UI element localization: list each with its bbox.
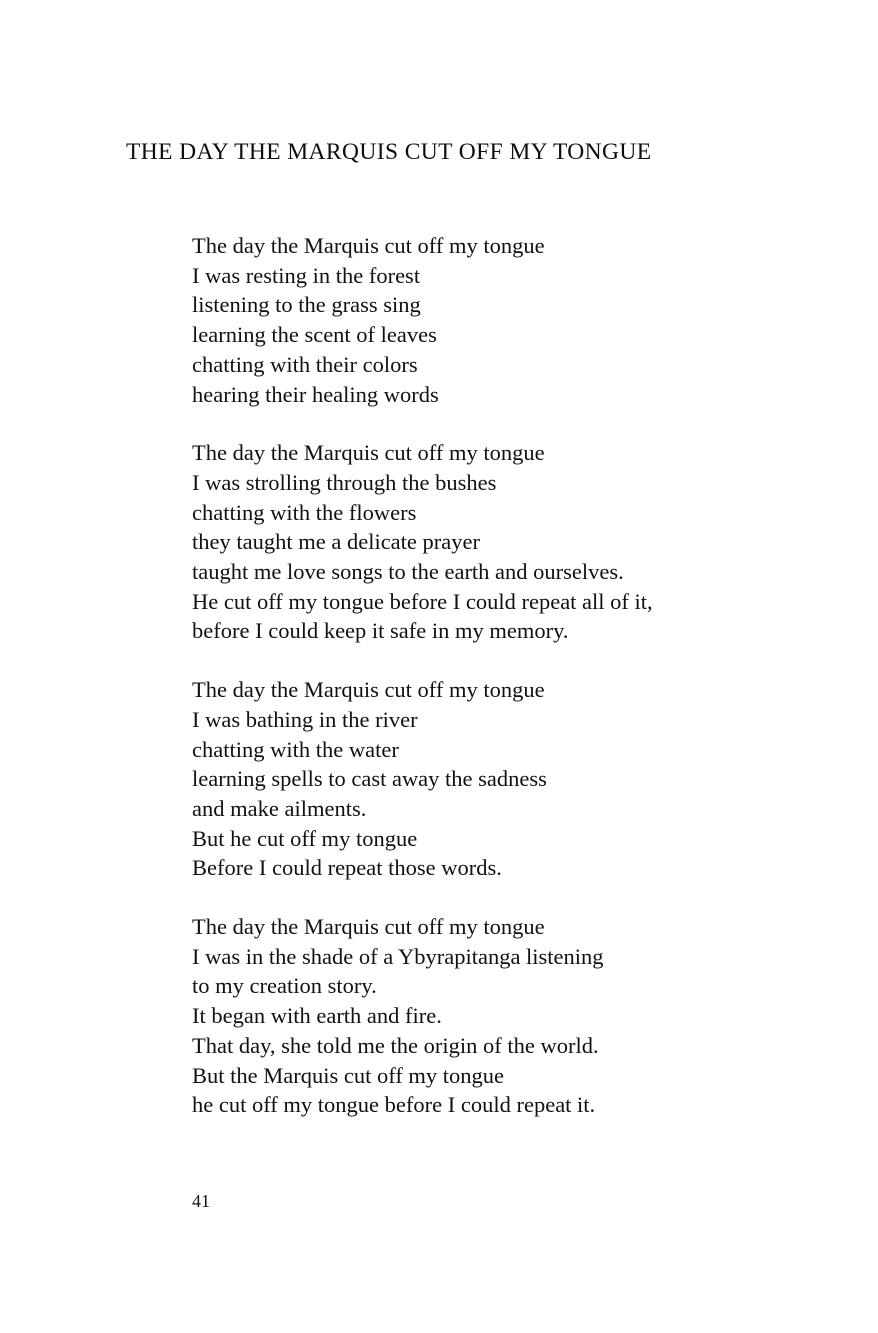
poem-line: chatting with their colors bbox=[192, 351, 418, 377]
poem-line: learning spells to cast away the sadness bbox=[192, 766, 547, 792]
poem-line: to my creation story. bbox=[192, 973, 377, 999]
poem-line: chatting with the flowers bbox=[192, 499, 417, 525]
poem-line: and make ailments. bbox=[192, 795, 367, 821]
poem-line: But he cut off my tongue bbox=[192, 825, 418, 851]
poem-line: He cut off my tongue before I could repeat all of it, bbox=[192, 588, 653, 614]
poem-line: The day the Marquis cut off my tongue bbox=[192, 233, 545, 258]
poem-body bbox=[192, 231, 832, 1120]
stanza bbox=[192, 231, 832, 409]
poem-line: But the Marquis cut off my tongue bbox=[192, 1062, 505, 1088]
poem-line: The day the Marquis cut off my tongue bbox=[192, 677, 545, 703]
poem-line: listening to the grass sing bbox=[192, 292, 421, 318]
poem-line: they taught me a delicate prayer bbox=[192, 529, 480, 555]
poem-line: I was bathing in the river bbox=[192, 706, 418, 732]
stanza bbox=[192, 675, 832, 883]
poem-line: The day the Marquis cut off my tongue bbox=[192, 440, 545, 466]
poem-line: I was strolling through the bushes bbox=[192, 469, 497, 495]
stanza bbox=[192, 912, 832, 1120]
poem-line: chatting with the water bbox=[192, 736, 399, 762]
poem-line: It began with earth and fire. bbox=[192, 1003, 442, 1029]
poem-line: Before I could repeat those words. bbox=[192, 855, 502, 881]
stanza bbox=[192, 438, 832, 646]
poem-line: taught me love songs to the earth and ourselves. bbox=[192, 559, 624, 585]
page-title: THE DAY THE MARQUIS CUT OFF MY TONGUE bbox=[126, 139, 652, 165]
poem-line: I was in the shade of a Ybyrapitanga listening bbox=[192, 943, 604, 969]
page-number: 41 bbox=[192, 1191, 210, 1211]
poem-line: hearing their healing words bbox=[192, 381, 439, 407]
poem-line: before I could keep it safe in my memory. bbox=[192, 618, 569, 644]
poem-line: learning the scent of leaves bbox=[192, 322, 437, 348]
poem-line: The day the Marquis cut off my tongue bbox=[192, 914, 545, 940]
poem-line: That day, she told me the origin of the world. bbox=[192, 1032, 599, 1058]
poem-line: he cut off my tongue before I could repeat it. bbox=[192, 1092, 596, 1118]
poem-line: I was resting in the forest bbox=[192, 262, 421, 288]
